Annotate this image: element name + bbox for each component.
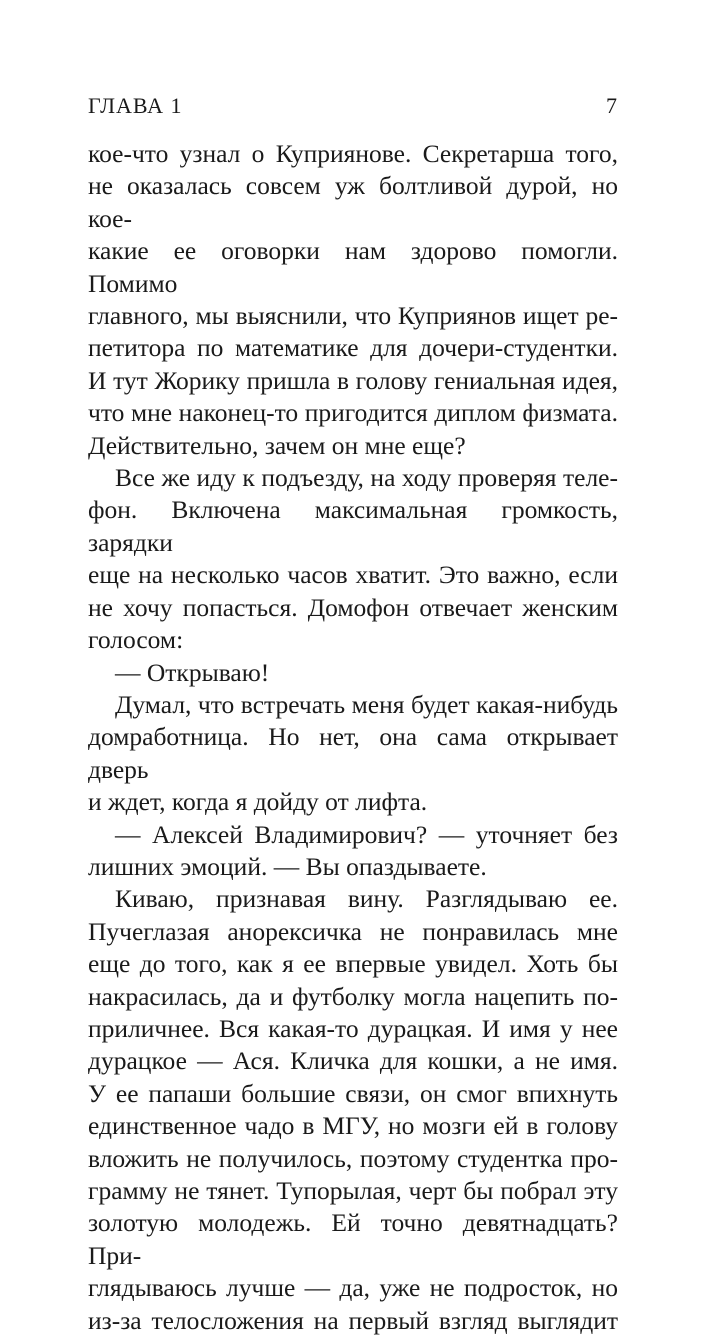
text-line: еще до того, как я ее впервые увидел. Хоть бы (88, 949, 618, 979)
text-line: не хочу попасться. Домофон отвечает женским (88, 592, 618, 622)
running-head (88, 92, 618, 120)
text-line: дурацкое — Ася. Кличка для кошки, а не имя. (88, 1046, 618, 1076)
text-line: петитора по математике для дочери-студентки. (88, 333, 618, 363)
text-line: голосом: (88, 625, 184, 655)
text-line: Думал, что встречать меня будет какая-нибудь (115, 689, 618, 719)
text-line: Пучеглазая анорексичка не понравилась мне (88, 916, 618, 946)
text-line: какие ее оговорки нам здорово помогли. Помимо (88, 236, 618, 298)
text-line: единственное чадо в МГУ, но мозги ей в голову (88, 1111, 618, 1141)
text-line: накрасилась, да и футболку могла нацепить по- (88, 981, 618, 1011)
text-line: главного, мы выяснили, что Куприянов ищет ре- (88, 301, 618, 331)
text-line: У ее папаши большие связи, он смог впихнуть (88, 1078, 618, 1108)
text-line: домработница. Но нет, она сама открывает дверь (88, 722, 618, 784)
text-line: приличнее. Вся какая-то дурацкая. И имя у нее (88, 1013, 618, 1043)
dialogue-line: лишних эмоций. — Вы опаздываете. (88, 851, 487, 881)
text-line: не оказалась совсем уж болтливой дурой, но кое- (88, 171, 618, 233)
text-line: что мне наконец-то пригодится диплом физмата. (88, 398, 618, 428)
text-line: вложить не получилось, поэтому студентка про- (88, 1143, 618, 1173)
chapter-title: ГЛАВА 1 (88, 93, 183, 118)
body-text (88, 138, 618, 1337)
dialogue-line: — Алексей Владимирович? — уточняет без (115, 819, 618, 849)
text-line: фон. Включена максимальная громкость, зарядки (88, 495, 618, 557)
text-line: кое-что узнал о Куприянове. Секретарша того, (88, 139, 618, 168)
text-line: из-за телосложения на первый взгляд выглядит (88, 1305, 618, 1335)
text-line: грамму не тянет. Тупорылая, черт бы побрал эту (88, 1176, 618, 1205)
text-line: глядываюсь лучше — да, уже не подросток, но (88, 1273, 618, 1303)
text-line: И тут Жорику пришла в голову гениальная идея, (88, 365, 618, 395)
text-line: еще на несколько часов хватит. Это важно, если (88, 560, 618, 590)
text-line: и ждет, когда я дойду от лифта. (88, 787, 428, 817)
page-number: 7 (606, 93, 618, 118)
text-line: Действительно, зачем он мне еще? (88, 430, 466, 460)
text-line: Все же иду к подъезду, на ходу проверяя теле- (115, 463, 618, 493)
text-line: золотую молодежь. Ей точно девятнадцать? При- (88, 1208, 618, 1270)
dialogue-line: — Открываю! (115, 657, 270, 687)
text-line: Киваю, признавая вину. Разглядываю ее. (115, 884, 618, 914)
